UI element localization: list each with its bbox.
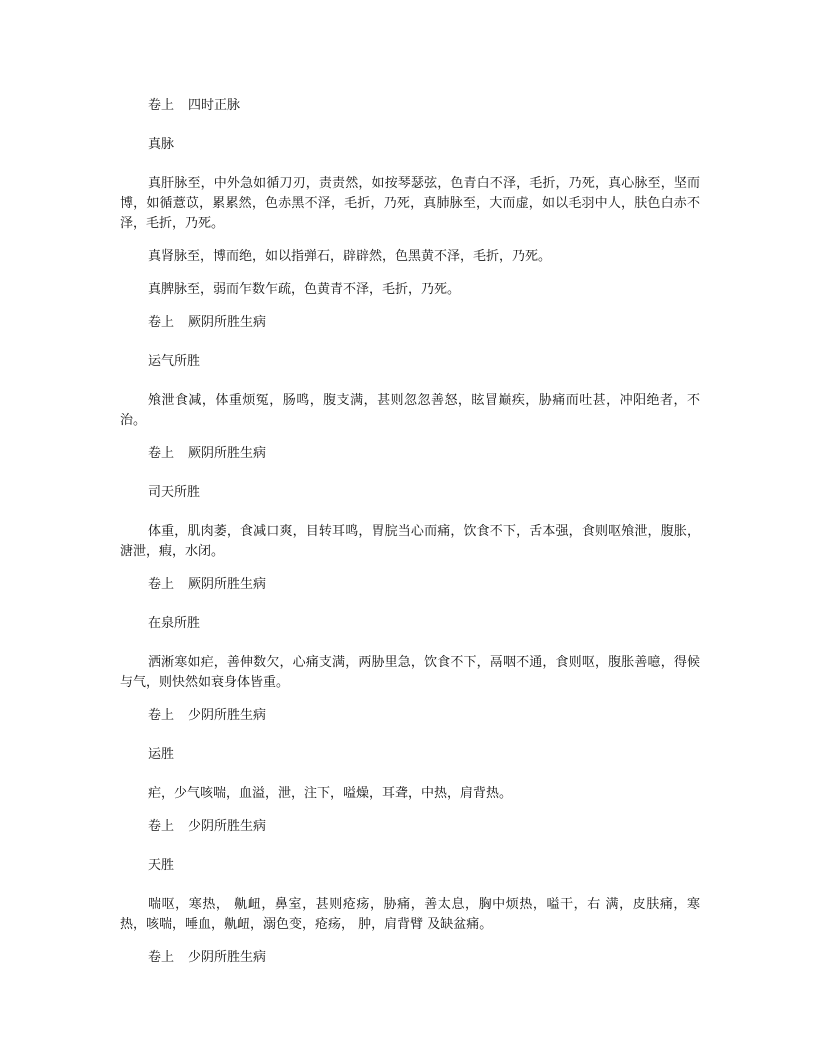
section-heading — [120, 444, 700, 464]
section-subtitle: 在泉所胜 — [148, 616, 201, 631]
section-subtitle: 运胜 — [148, 747, 175, 762]
section-heading — [120, 313, 700, 333]
paragraph: 真肝脉至，中外急如循刀刃，责责然，如按琴瑟弦，色青白不泽，毛折，乃死，真心脉至，坚而博，如循薏苡，累累然，色赤黑不泽，毛折，乃死，真肺脉至，大而虚，如以毛羽中人，肤色白赤不泽，毛折，乃死。 — [120, 176, 700, 231]
paragraph: 飧泄食减，体重烦冤，肠鸣，腹支满，甚则忽忽善怒，眩冒巅疾，胁痛而吐甚，冲阳绝者，不治。 — [120, 393, 700, 428]
section-title: 厥阴所胜生病 — [188, 446, 267, 461]
section-heading — [120, 96, 700, 116]
section-title: 厥阴所胜生病 — [188, 315, 267, 330]
section-title: 少阴所胜生病 — [188, 708, 267, 723]
volume-label: 卷上 — [148, 708, 175, 723]
section-subtitle: 司天所胜 — [148, 485, 201, 500]
paragraph: 真肾脉至，博而绝，如以指弹石，辟辟然，色黑黄不泽，毛折，乃死。 — [148, 249, 552, 264]
volume-label: 卷上 — [148, 98, 175, 113]
section-title: 四时正脉 — [188, 98, 241, 113]
section-subtitle: 天胜 — [148, 858, 175, 873]
volume-label: 卷上 — [148, 950, 175, 965]
paragraph: 洒淅寒如疟，善伸数欠，心痛支满，两胁里急，饮食不下，鬲咽不通，食则呕，腹胀善噫，得候与气，则快然如衰身体皆重。 — [120, 655, 700, 690]
section-title: 少阴所胜生病 — [188, 819, 267, 834]
volume-label: 卷上 — [148, 315, 175, 330]
paragraph: 疟，少气咳喘，血溢，泄，注下，嗌燥，耳聋，中热，肩背热。 — [148, 786, 513, 801]
paragraph: 真脾脉至，弱而乍数乍疏，色黄青不泽，毛折，乃死。 — [148, 282, 461, 297]
section-subtitle: 运气所胜 — [148, 354, 201, 369]
section-heading — [120, 948, 700, 968]
section-heading — [120, 817, 700, 837]
section-title: 厥阴所胜生病 — [188, 577, 267, 592]
document-page — [120, 96, 700, 968]
section-title: 少阴所胜生病 — [188, 950, 267, 965]
volume-label: 卷上 — [148, 577, 175, 592]
volume-label: 卷上 — [148, 446, 175, 461]
section-subtitle: 真脉 — [148, 137, 175, 152]
section-heading — [120, 706, 700, 726]
paragraph: 喘呕，寒热， 鼽衄，鼻室，甚则疮疡，胁痛，善太息，胸中烦热，嗌干，右 满，皮肤痛，寒热，咳喘，唾血，鼽衄，溺色变，疮疡， 肿，肩背臂 及缺盆痛。 — [120, 897, 700, 932]
section-heading — [120, 575, 700, 595]
volume-label: 卷上 — [148, 819, 175, 834]
paragraph: 体重，肌肉萎，食减口爽，目转耳鸣，胃脘当心而痛，饮食不下，舌本强，食则呕飧泄，腹胀，溏泄，瘕，水闭。 — [120, 524, 700, 559]
